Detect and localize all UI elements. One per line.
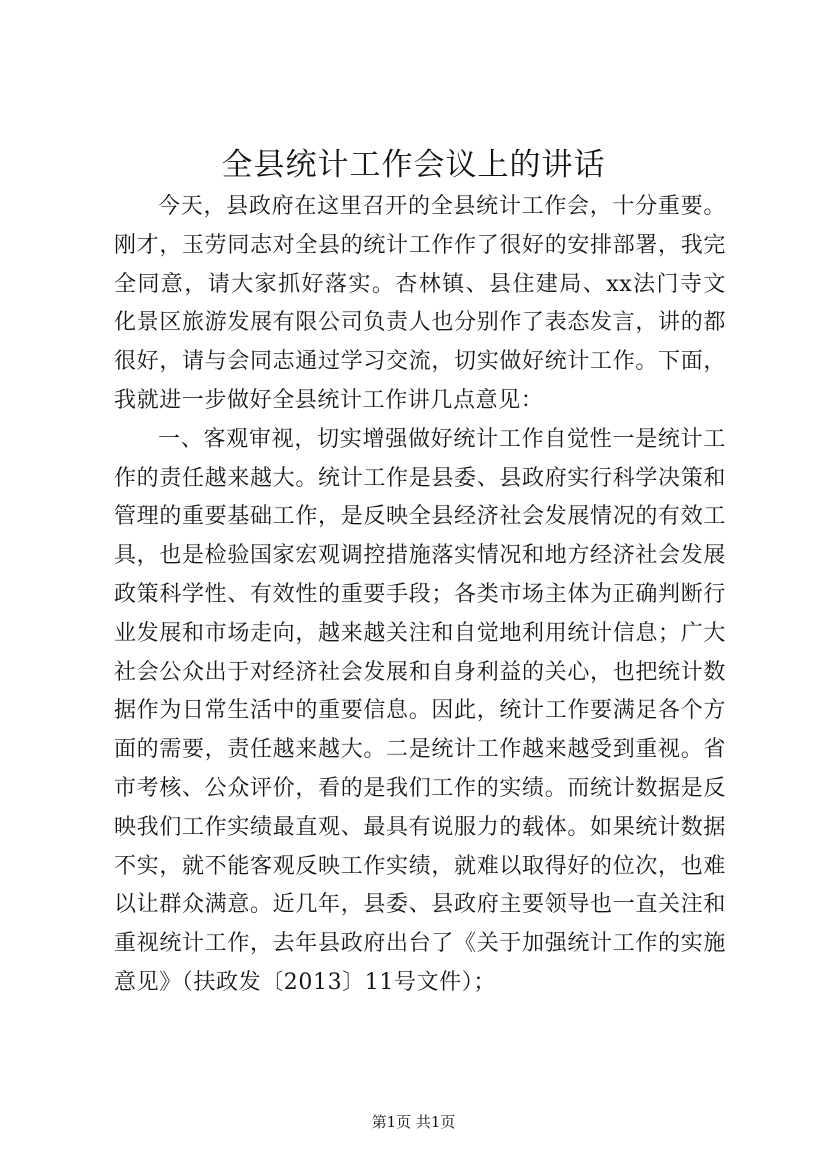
paragraph-section-one: 一、客观审视，切实增强做好统计工作自觉性一是统计工作的责任越来越大。统计工作是县委、县政府实行科学决策和管理的重要基础工作，是反映全县经济社会发展情况的有效工具，也是检验国家宏观调控措施落实情况和地方经济社会发展政策科学性、有效性的重要手段；各类市场主体为正确判断行业发展和市场走向，越来越关注和自觉地利用统计信息；广大社会公众出于对经济社会发展和自身利益的关心，也把统计数据作为日常生活中的重要信息。因此，统计工作要满足各个方面的需要，责任越来越大。二是统计工作越来越受到重视。省市考核、公众评价，看的是我们工作的实绩。而统计数据是反映我们工作实绩最直观、最具有说服力的载体。如果统计数据不实，就不能客观反映工作实绩，就难以取得好的位次，也难以让群众满意。近几年，县委、县政府主要领导也一直关注和重视统计工作，去年县政府出台了《关于加强统计工作的实施意见》（扶政发〔2013〕11号文件）； (114, 426, 726, 995)
page-number-footer: 第1页 共1页 (371, 1113, 456, 1131)
paragraph-intro: 今天，县政府在这里召开的全县统计工作会，十分重要。刚才，玉劳同志对全县的统计工作作了很好的安排部署，我完全同意，请大家抓好落实。杏林镇、县住建局、xx法门寺文化景区旅游发展有限公司负责人也分别作了表态发言，讲的都很好，请与会同志通过学习交流，切实做好统计工作。下面，我就进一步做好全县统计工作讲几点意见： (114, 194, 726, 413)
document-title: 全县统计工作会议上的讲话 (221, 147, 606, 183)
document-body (114, 188, 726, 1003)
